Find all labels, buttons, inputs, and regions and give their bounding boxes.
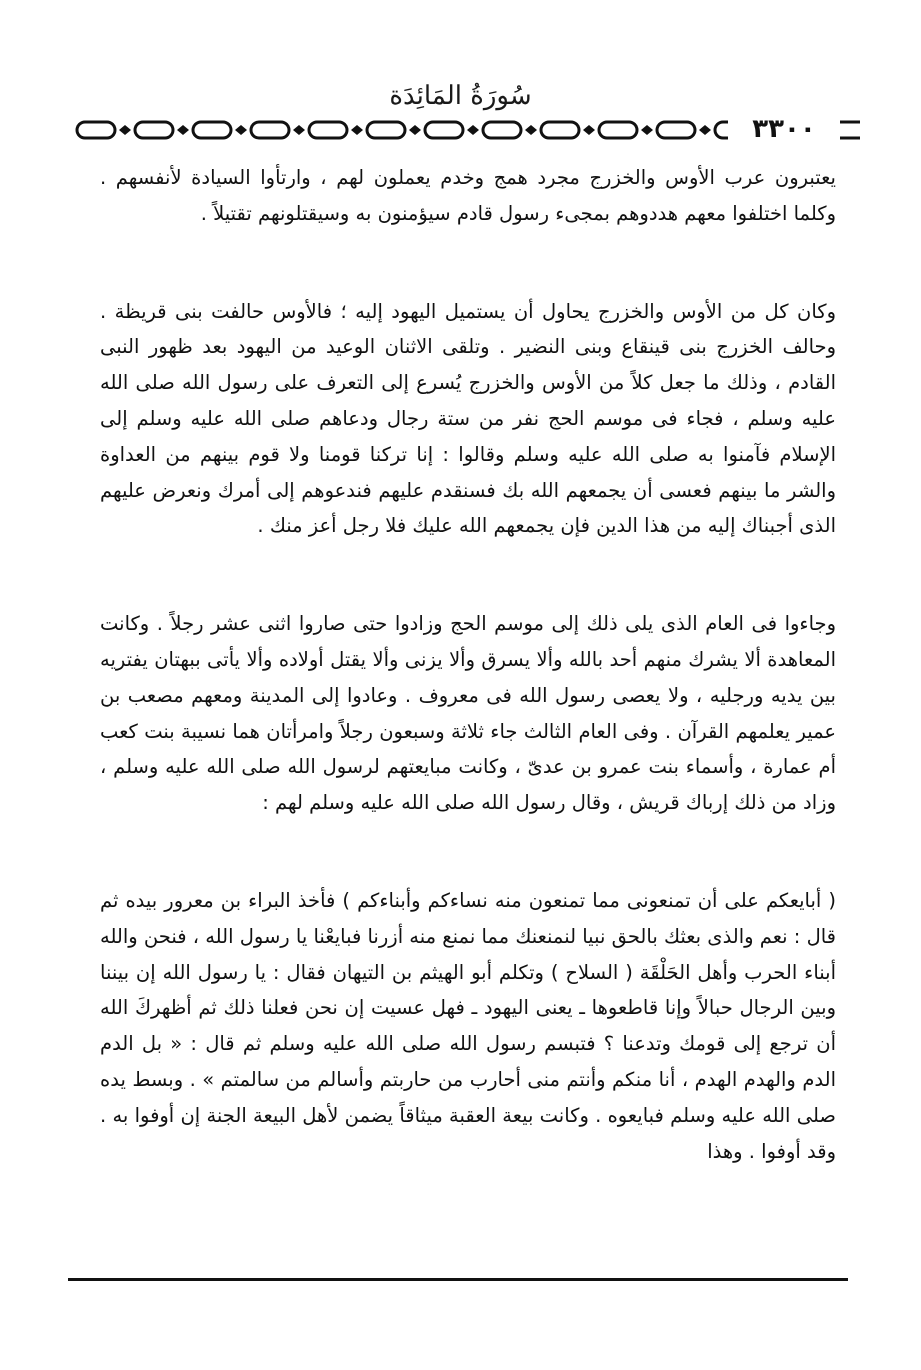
chain-link (309, 122, 347, 138)
chain-link (77, 122, 115, 138)
footer-rule (68, 1278, 848, 1281)
chain-link (483, 122, 521, 138)
chain-diamond (235, 125, 247, 135)
chain-link (135, 122, 173, 138)
chain-diamond (467, 125, 479, 135)
chain-diamond (699, 125, 711, 135)
chain-link (541, 122, 579, 138)
paragraph-1: يعتبرون عرب الأوس والخزرج مجرد همج وخدم يعملون لهم ، وارتأوا السيادة لأنفسهم . وكلما اختلفوا معهم هددوهم بمجىء رسول قادم سيؤمنون به وسيقتلونهم تقتيلاً . (100, 166, 836, 225)
surah-title: سُورَةُ المَائِدَة (389, 81, 532, 111)
chain-diamond (351, 125, 363, 135)
paragraph-4: ( أبايعكم على أن تمنعونى مما تمنعون منه نساءكم وأبناءكم ) فأخذ البراء بن معرور بيده ثم قال : نعم والذى بعثك بالحق نبيا لنمنعنك مما نمنع منه أزرنا فبايعْنا يا رسول الله ، فنحن والله أبناء الحرب وأهل الحَلْقَة ( السلاح ) وتكلم أبو الهيثم بن التيهان فقال : يا رسول الله إن بيننا وبين الرجال حبالاً وإنا قاطعوها ـ يعنى اليهود ـ فهل عسيت إن نحن فعلنا ذلك ثم أظهركَ الله أن ترجع إلى قومك وتدعنا ؟ فتبسم رسول الله صلى الله عليه وسلم ثم قال : « بل الدم الدم والهدم الهدم ، أنا منكم وأنتم منى أحارب من حاربتم وأسالم من سالمتم » . وبسط يده صلى الله عليه وسلم فبايعوه . وكانت بيعة العقبة ميثاقاً يضمن لأهل البيعة الجنة إن أوفوا به . وقد أوفوا . وهذا (100, 888, 836, 1163)
page-number: ٣٣٠٠ (728, 114, 840, 144)
chain-link (425, 122, 463, 138)
chain-diamond (583, 125, 595, 135)
chain-diamond (409, 125, 421, 135)
chain-diamond (119, 125, 131, 135)
chain-link (251, 122, 289, 138)
chain-diamond (177, 125, 189, 135)
chain-link (599, 122, 637, 138)
chain-link (193, 122, 231, 138)
page-body (100, 160, 836, 1169)
paragraph-2: وكان كل من الأوس والخزرج يحاول أن يستميل اليهود إليه ؛ فالأوس حالفت بنى قريظة . وحالف الخزرج بنى قينقاع وبنى النضير . وتلقى الاثنان الوعيد من اليهود بعد ظهور النبى القادم ، وذلك ما جعل كلاً من الأوس والخزرج يُسرع إلى التعرف على رسول الله صلى الله عليه وسلم ، فجاء فى موسم الحج نفر من ستة رجال ودعاهم صلى الله عليه وسلم إلى الإسلام فآمنوا به صلى الله عليه وسلم وقالوا : إنا تركنا قومنا ولا قوم بينهم من العداوة والشر ما بينهم فعسى أن يجمعهم الله بك فسنقدم عليهم فندعوهم إلى أمرك ونعرض عليهم الذى أجبناك إليه من هذا الدين فإن يجمعهم الله عليك فلا رجل أعز منك . (100, 299, 836, 538)
chain-diamond (525, 125, 537, 135)
paragraph-3: وجاءوا فى العام الذى يلى ذلك إلى موسم الحج وزادوا حتى صاروا اثنى عشر رجلاً . وكانت المعاهدة ألا يشرك منهم أحد بالله وألا يسرق وألا يزنى وألا يقتل أولاده وألا يأتى ببهتان يفتريه بين يديه ورجليه ، ولا يعصى رسول الله فى معروف . وعادوا إلى المدينة ومعهم مصعب بن عمير يعلمهم القرآن . وفى العام الثالث جاء ثلاثة وسبعون رجلاً وامرأتان هما نسيبة بنت كعب أم عمارة ، وأسماء بنت عمرو بن عدىّ ، وكانت مبايعتهم لرسول الله صلى الله عليه وسلم ، وزاد من ذلك إرباك قريش ، وقال رسول الله صلى الله عليه وسلم لهم : (100, 612, 836, 815)
chain-link (657, 122, 695, 138)
chain-link (367, 122, 405, 138)
chain-diamond (641, 125, 653, 135)
chain-diamond (293, 125, 305, 135)
